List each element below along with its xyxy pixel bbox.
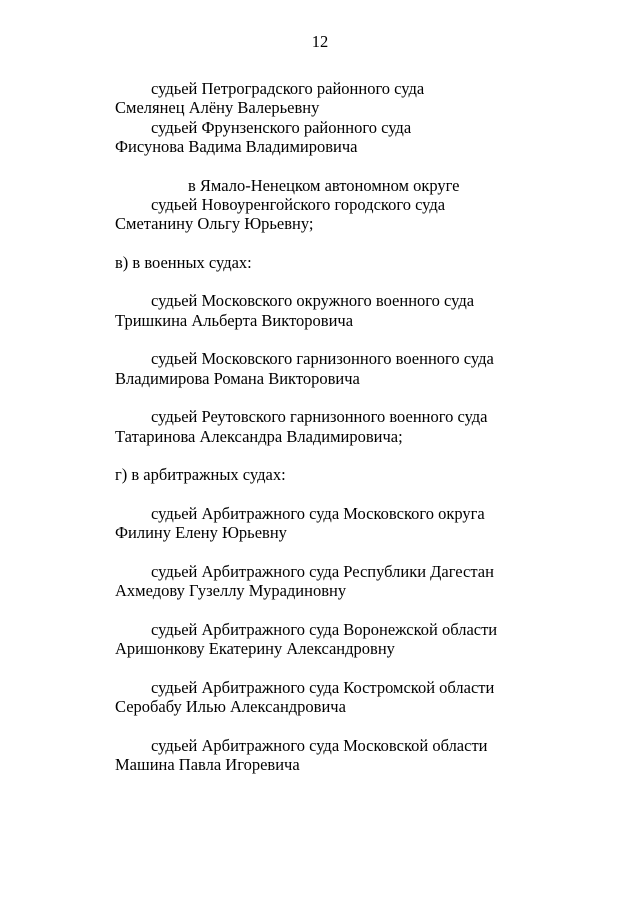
section-heading-arbitration: г) в арбитражных судах: [115, 465, 286, 484]
judge-name: Серобабу Илью Александровича [115, 697, 346, 716]
court-line: судьей Реутовского гарнизонного военного суда [151, 407, 488, 426]
page-number: 12 [311, 32, 329, 51]
judge-name: Машина Павла Игоревича [115, 755, 300, 774]
court-line: судьей Арбитражного суда Костромской области [151, 678, 495, 697]
judge-name: Фисунова Вадима Владимировича [115, 137, 358, 156]
judge-name: Ахмедову Гузеллу Мурадиновну [115, 581, 347, 600]
region-heading: в Ямало-Ненецком автономном округе [188, 176, 460, 195]
court-line: судьей Петроградского районного суда [151, 79, 425, 98]
judge-name: Аришонкову Екатерину Александровну [115, 639, 395, 658]
section-heading-military: в) в военных судах: [115, 253, 252, 272]
court-line: судьей Арбитражного суда Республики Дагестан [151, 562, 494, 581]
judge-name: Тришкина Альберта Викторовича [115, 311, 354, 330]
court-line: судьей Московского гарнизонного военного суда [151, 349, 494, 368]
court-line: судьей Новоуренгойского городского суда [151, 195, 446, 214]
court-line: судьей Московского окружного военного суда [151, 291, 475, 310]
court-line: судьей Арбитражного суда Московской области [151, 736, 488, 755]
judge-name: Владимирова Романа Викторовича [115, 369, 360, 388]
court-line: судьей Фрунзенского районного суда [151, 118, 412, 137]
judge-name: Татаринова Александра Владимировича; [115, 427, 403, 446]
judge-name: Смелянец Алёну Валерьевну [115, 98, 320, 117]
court-line: судьей Арбитражного суда Московского округа [151, 504, 485, 523]
court-line: судьей Арбитражного суда Воронежской области [151, 620, 498, 639]
judge-name: Филину Елену Юрьевну [115, 523, 287, 542]
judge-name: Сметанину Ольгу Юрьевну; [115, 214, 314, 233]
